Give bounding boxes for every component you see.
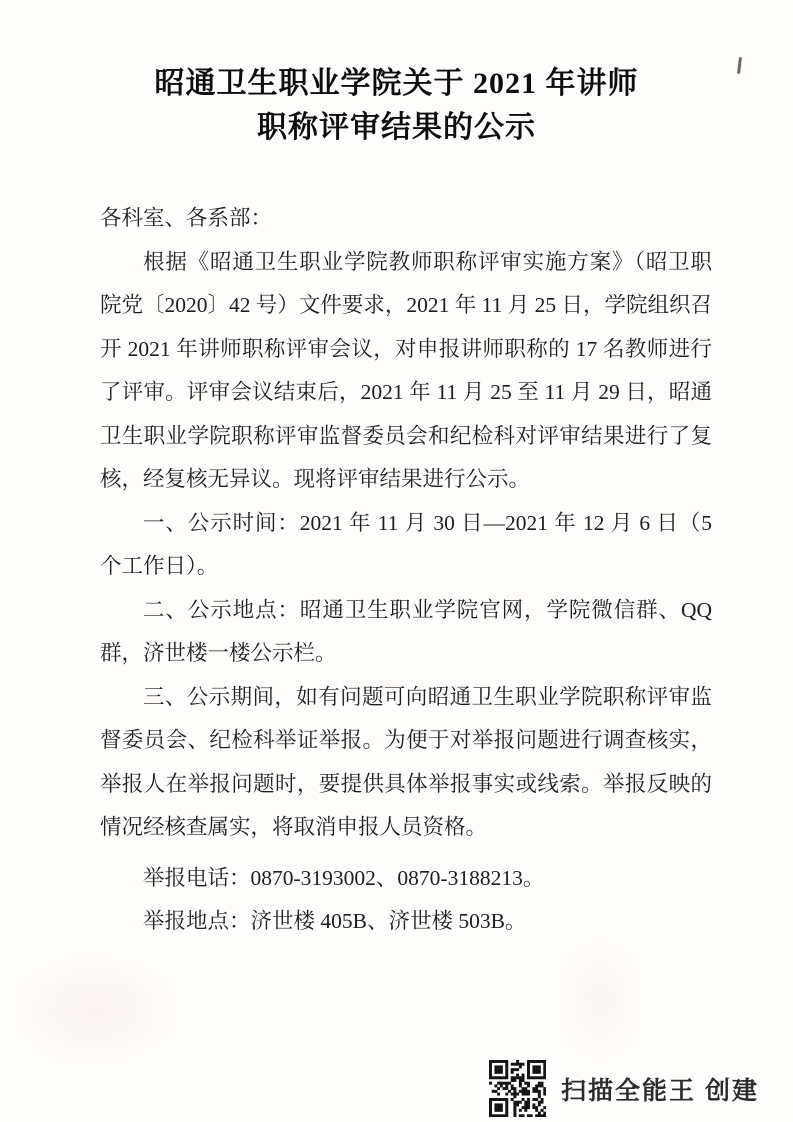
paragraph-report: 三、公示期间，如有问题可向昭通卫生职业学院职称评审监督委员会、纪检科举证举报。为便于对举报问题进行调查核实，举报人在举报问题时，要提供具体举报事实或线索。举报反映的情况经核查属实，将取消申报人员资格。 <box>100 684 712 839</box>
document-title <box>0 62 793 150</box>
report-phone: 举报电话：0870-3193002、0870-3188213。 <box>143 865 545 890</box>
paragraph-basis: 根据《昭通卫生职业学院教师职称评审实施方案》（昭卫职院党〔2020〕42 号）文件要求，2021 年 11 月 25 日，学院组织召开 2021 年讲师职称评审会议，对申报讲师职称的 17 名教师进行了评审。评审会议结束后，2021 年 11 月 25 至 11 月 29 日，昭通卫生职业学院职称评审监督委员会和纪检科对评审结果进行了复核，经复核无异议。现将评审结果进行公示。 <box>100 249 712 491</box>
paragraph-location: 二、公示地点：昭通卫生职业学院官网，学院微信群、QQ 群，济世楼一楼公示栏。 <box>100 597 712 665</box>
report-address: 举报地点：济世楼 405B、济世楼 503B。 <box>143 909 527 933</box>
title-line-1: 昭通卫生职业学院关于 2021 年讲师 <box>154 67 639 100</box>
scanner-label: 扫描全能王 创建 <box>561 1076 759 1105</box>
qr-code-icon <box>489 1060 546 1117</box>
scanner-footer <box>489 1060 759 1117</box>
document-body <box>100 197 712 944</box>
paragraph-time: 一、公示时间：2021 年 11 月 30 日—2021 年 12 月 6 日（5 个工作日）。 <box>100 510 712 578</box>
salutation: 各科室、各系部： <box>100 206 273 230</box>
title-line-2: 职称评审结果的公示 <box>257 111 536 144</box>
